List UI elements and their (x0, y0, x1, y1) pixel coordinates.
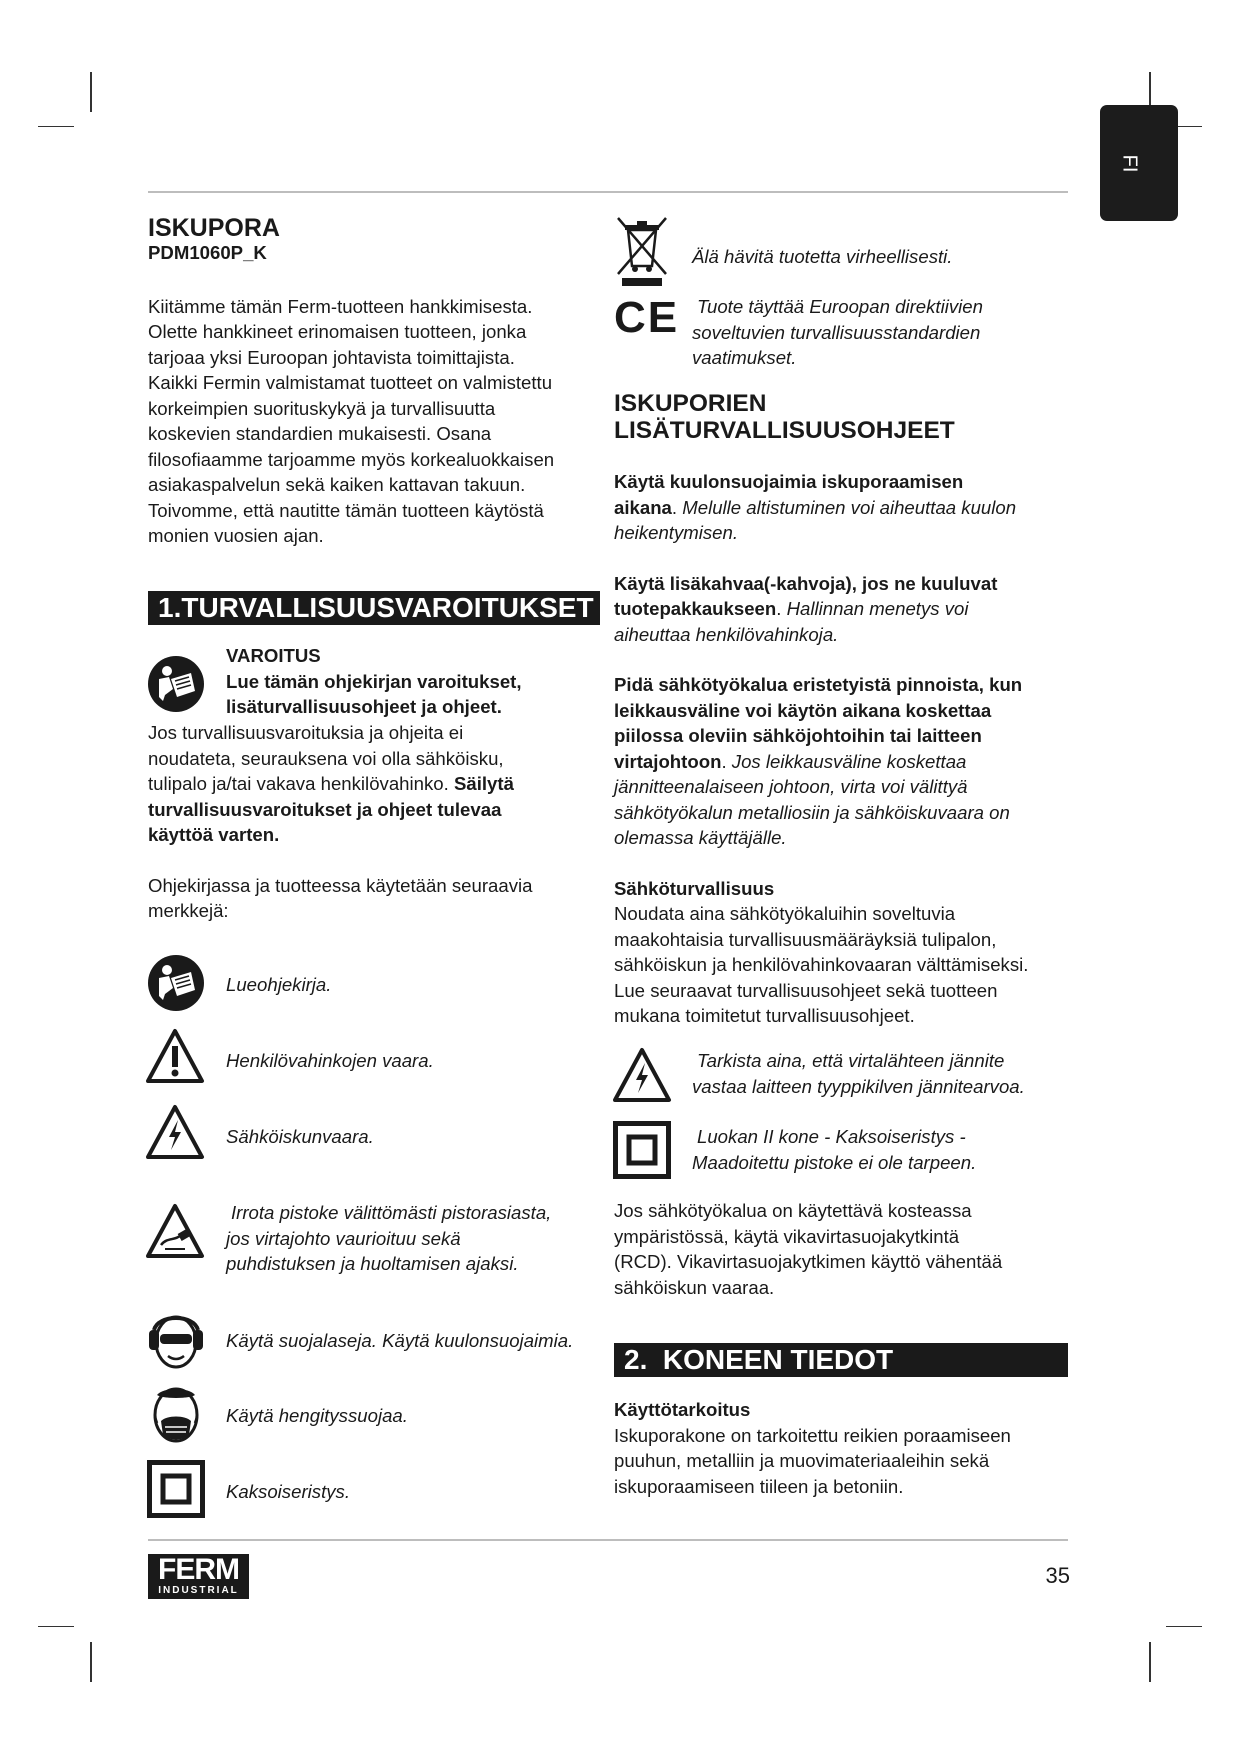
rcd-line: ympäristössä, käytä vikavirtasuojakytkintä (614, 1225, 960, 1247)
electric-shock-icon (612, 1047, 672, 1103)
crop-mark (38, 1626, 74, 1627)
ce-line: vaatimukset. (692, 347, 797, 368)
double-insulation-icon (613, 1121, 671, 1179)
symbol-text-unplug (226, 1200, 606, 1277)
ferm-industrial-logo (148, 1554, 249, 1599)
intro-line: asiakaspalvelun sekä kaiken kattavan takuun. (148, 474, 526, 495)
class2-text (692, 1124, 1092, 1175)
ce-text (692, 294, 1072, 371)
header-rule (148, 191, 1068, 193)
logo-subtext: INDUSTRIAL (158, 1585, 239, 1596)
hearing-protection-bold: aikana (614, 496, 672, 518)
warning-text-line: noudateta, seurauksena voi olla sähköisku, (148, 747, 504, 769)
warning-bold-line: Lue tämän ohjekirjan varoitukset, (226, 670, 522, 692)
warning-text-line: Jos turvallisuusvaroituksia ja ohjeita ei (148, 722, 464, 743)
insulated-surfaces-italic: sähkötyökalun metalliosiin ja sähköiskuvaara on (614, 801, 1010, 823)
read-manual-icon (147, 954, 205, 1012)
insulated-surfaces-italic: jännitteenalaiseen johtoon, virta voi välittyä (614, 776, 968, 797)
hearing-protection-italic: heikentymisen. (614, 522, 739, 543)
section-heading-machine-info: 2. KONEEN TIEDOT (614, 1343, 1068, 1377)
goggles-earmuffs-icon (146, 1310, 206, 1370)
hearing-protection-bold: Käytä kuulonsuojaimia iskuporaamisen (614, 471, 964, 492)
voltage-text (692, 1048, 1092, 1099)
crop-mark (90, 1642, 92, 1682)
electrical-safety-line: maakohtaisia turvallisuusmääräyksiä tulipalon, (614, 928, 997, 950)
warning-keep-bold-line: käyttöä varten. (148, 824, 280, 845)
handle-bold: tuotepakkaukseen (614, 598, 777, 619)
symbol-text: Lueohjekirja. (226, 974, 332, 995)
class2-line: Luokan II kone - Kaksoiseristys - (697, 1126, 966, 1147)
weee-bin-icon (616, 216, 668, 288)
hearing-protection-italic: Melulle altistuminen voi aiheuttaa kuulon (682, 496, 1017, 518)
intro-line: Toivomme, että nautitte tämän tuotteen käytöstä (148, 499, 544, 521)
insulated-surfaces-bold: leikkausväline voi käytön aikana koskettaa (614, 699, 992, 721)
symbol-text: Käytä suojalaseja. Käytä kuulonsuojaimia. (226, 1330, 574, 1351)
symbols-intro-line: Ohjekirjassa ja tuotteessa käytetään seuraavia (148, 874, 533, 896)
warning-block (226, 643, 606, 720)
language-tab-label: FI (1118, 154, 1141, 173)
footer-rule (148, 1539, 1068, 1541)
unplug-line: jos virtajohto vaurioituu sekä (226, 1227, 461, 1249)
intended-use-line: Iskuporakone on tarkoitettu reikien poraamiseen (614, 1424, 1011, 1446)
warning-keep-bold-line: turvallisuusvaroitukset ja ohjeet tulevaa (148, 798, 502, 820)
model-number: PDM1060P_K (148, 242, 267, 263)
double-insulation-icon (147, 1460, 205, 1518)
insulated-surfaces-italic: Jos leikkausväline koskettaa (731, 750, 967, 772)
symbol-text: Sähköiskunvaara. (226, 1126, 374, 1147)
intro-line: Kiitämme tämän Ferm-tuotteen hankkimisesta. (148, 295, 533, 317)
rcd-line: (RCD). Vikavirtasuojakytkimen käyttö vähentää (614, 1251, 1003, 1272)
voltage-line: vastaa laitteen tyyppikilven jännitearvoa. (692, 1075, 1025, 1097)
intro-line: Kaikki Fermin valmistamat tuotteet on valmistettu (148, 372, 553, 393)
ce-mark-icon: CE (614, 293, 680, 342)
intended-use-title: Käyttötarkoitus (614, 1399, 751, 1420)
warning-text (148, 720, 608, 924)
crop-mark (90, 72, 92, 112)
extra-safety-heading: ISKUPORIEN (614, 390, 767, 417)
crop-mark (38, 126, 74, 127)
insulated-surfaces-bold: Pidä sähkötyökalua eristetyistä pinnoista, kun (614, 674, 1023, 695)
intro-line: korkeimpien suorituskykyä ja turvallisuutta (148, 397, 496, 419)
weee-text: Älä hävitä tuotetta virheellisesti. (692, 246, 953, 267)
intro-line: monien vuosien ajan. (148, 525, 324, 546)
intended-use (614, 1397, 1074, 1499)
intro-line: filosofiaamme tarjoamme myös korkealuokkaisen (148, 448, 555, 470)
crop-mark (1166, 1626, 1202, 1627)
handle-bold: Käytä lisäkahvaa(-kahvoja), jos ne kuuluvat (614, 572, 998, 594)
logo-text: FERM (158, 1553, 239, 1586)
class2-line: Maadoitettu pistoke ei ole tarpeen. (692, 1151, 977, 1173)
unplug-icon (145, 1203, 205, 1259)
electrical-safety-line: mukana toimitetut turvallisuusohjeet. (614, 1005, 915, 1026)
electrical-safety-line: Noudata aina sähkötyökaluihin soveltuvia (614, 903, 956, 924)
intended-use-line: puuhun, metalliin ja muovimateriaaleihin sekä (614, 1450, 990, 1471)
intro-paragraph (148, 294, 598, 549)
ce-line: Tuote täyttää Euroopan direktiivien (697, 296, 983, 317)
insulated-surfaces-italic: olemassa käyttäjälle. (614, 827, 787, 848)
warning-exclamation-icon (145, 1028, 205, 1084)
symbol-text: Kaksoiseristys. (226, 1481, 350, 1502)
handle-italic: aiheuttaa henkilövahinkoja. (614, 623, 839, 645)
unplug-line: Irrota pistoke välittömästi pistorasiasta, (231, 1202, 552, 1223)
dust-mask-icon (149, 1385, 203, 1445)
intended-use-line: iskuporaamiseen tiileen ja betoniin. (614, 1475, 904, 1497)
warning-title: VAROITUS (226, 645, 321, 666)
electric-shock-icon (145, 1104, 205, 1160)
read-manual-icon (147, 655, 205, 713)
electrical-safety-title: Sähköturvallisuus (614, 877, 775, 899)
warning-bold-line: lisäturvallisuusohjeet ja ohjeet. (226, 696, 502, 717)
unplug-line: puhdistuksen ja huoltamisen ajaksi. (226, 1253, 519, 1274)
extra-safety-heading: LISÄTURVALLISUUSOHJEET (614, 417, 955, 444)
intro-line: koskevien standardien mukaisesti. Osana (148, 423, 492, 444)
insulated-surfaces-bold: virtajohtoon (614, 750, 722, 772)
warning-keep-bold: Säilytä (453, 773, 514, 794)
intro-line: Olette hankkineet erinomaisen tuotteen, jonka (148, 321, 527, 342)
left-column (148, 214, 598, 549)
rcd-line: Jos sähkötyökalua on käytettävä kosteassa (614, 1200, 972, 1221)
symbol-text: Käytä hengityssuojaa. (226, 1405, 408, 1426)
intro-line: tarjoaa yksi Euroopan johtavista toimittajista. (148, 346, 515, 368)
electrical-safety-line: Lue seuraavat turvallisuusohjeet sekä tuotteen (614, 979, 998, 1001)
crop-mark (1149, 1642, 1151, 1682)
ce-line: soveltuvien turvallisuusstandardien (692, 321, 981, 343)
symbol-text: Henkilövahinkojen vaara. (226, 1050, 434, 1071)
insulated-surfaces-bold: piilossa oleviin sähköjohtoihin tai laitteen (614, 725, 982, 746)
symbols-intro-line: merkkejä: (148, 900, 229, 921)
handle-italic: Hallinnan menetys voi (786, 598, 969, 619)
right-column: ISKUPORIEN LISÄTURVALLISUUSOHJEET Käytä kuulonsuojaimia iskuporaamisen aikana. Melulle altistuminen voi aiheuttaa kuulon heikentymisen. Käytä lisäkahvaa(-kahvoja), jos ne kuuluvat tuotepakkaukseen. Hallinnan menetys voi aiheuttaa henkilövahinkoja. Pidä sähkötyökalua eristetyistä pinnoista, kun leikkausväline voi käytön aikana koskettaa piilossa oleviin sähköjohtoihin tai laitteen virtajohtoon. Jos leikkausväline koskettaa jännitteenalaiseen johtoon, virta voi välittyä sähkötyökalun metalliosiin ja sähköiskuvaara on olemassa käyttäjälle. Sähköturvallisuus Noudata aina sähkötyökaluihin soveltuvia maakohtaisia turvallisuusmääräyksiä tulipalon, sähköiskun ja henkilövahinkovaaran välttämiseksi. Lue seuraavat turvallisuusohjeet sekä tuotteen mukana toimitetut turvallisuusohjeet. (614, 390, 1074, 1029)
page-number: 35 (1045, 1563, 1070, 1588)
electrical-safety-line: sähköiskun ja henkilövahinkovaaran välttämiseksi. (614, 954, 1029, 975)
rcd-line: sähköiskun vaaraa. (614, 1276, 775, 1298)
voltage-line: Tarkista aina, että virtalähteen jännite (697, 1050, 1005, 1071)
section-heading-safety: 1.TURVALLISUUSVAROITUKSET (148, 591, 600, 625)
page-title: ISKUPORA (148, 214, 280, 242)
warning-text-line: tulipalo ja/tai vakava henkilövahinko. (148, 773, 449, 794)
rcd-paragraph (614, 1198, 1074, 1300)
